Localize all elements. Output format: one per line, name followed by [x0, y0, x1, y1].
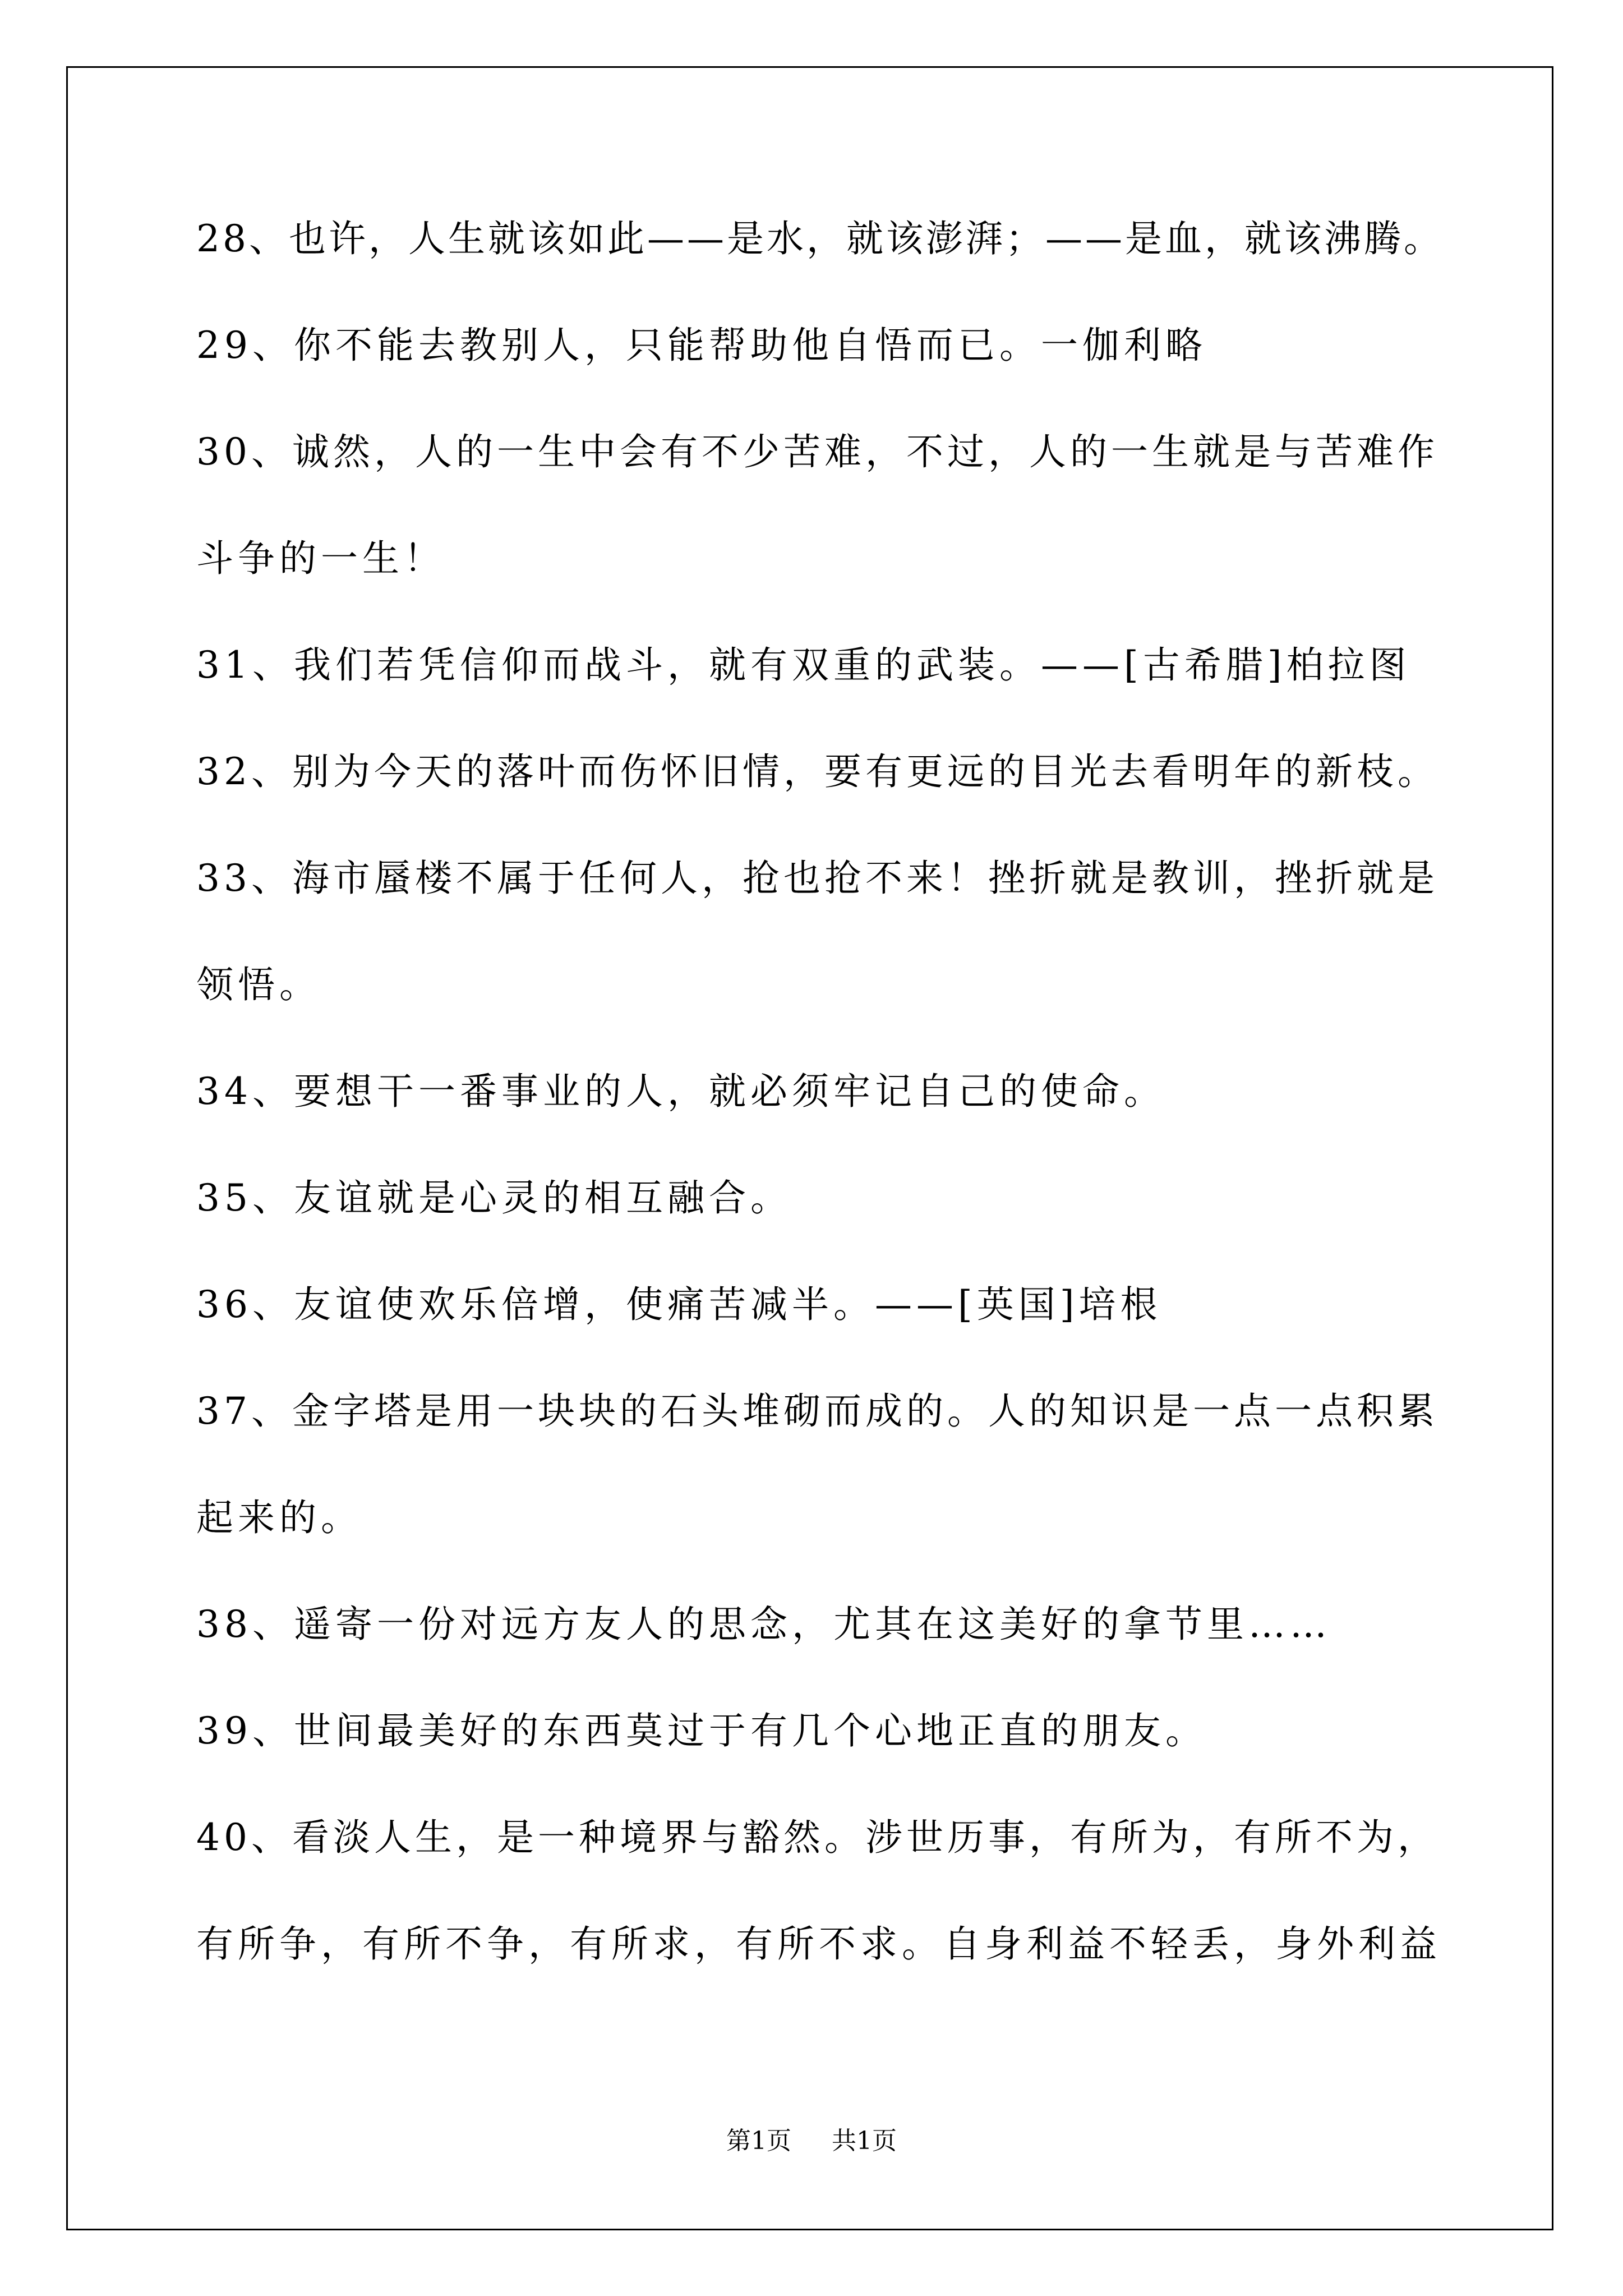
text-line: 34、要想干一番事业的人，就必须牢记自己的使命。	[196, 1070, 1165, 1113]
text-line: 领悟。	[196, 963, 321, 1006]
text-line: 斗争的一生！	[196, 537, 445, 580]
text-line: 35、友谊就是心灵的相互融合。	[196, 1176, 792, 1220]
text-line: 37、金字塔是用一块块的石头堆砌而成的。人的知识是一点一点积累	[196, 1389, 1438, 1433]
text-line: 40、看淡人生，是一种境界与豁然。涉世历事，有所为，有所不为，	[196, 1816, 1438, 1859]
text-line: 起来的。	[196, 1496, 362, 1539]
text-line: 有所争，有所不争，有所求，有所不求。自身利益不轻丢，身外利益	[196, 1922, 1441, 1966]
page-footer	[0, 2129, 1623, 2154]
text-line: 28、也许，人生就该如此——是水，就该澎湃；——是血，就该沸腾。	[196, 217, 1444, 260]
text-line: 33、海市蜃楼不属于任何人，抢也抢不来！挫折就是教训，挫折就是	[196, 857, 1438, 900]
text-line: 39、世间最美好的东西莫过于有几个心地正直的朋友。	[196, 1709, 1207, 1752]
text-line: 29、你不能去教别人，只能帮助他自悟而已。一伽利略	[196, 324, 1207, 367]
text-line: 32、别为今天的落叶而伤怀旧情，要有更远的目光去看明年的新枝。	[196, 750, 1438, 793]
page-border	[66, 66, 1553, 2230]
text-line: 36、友谊使欢乐倍增，使痛苦减半。——[英国]培根	[196, 1283, 1162, 1326]
text-line: 31、我们若凭信仰而战斗，就有双重的武装。——[古希腊]柏拉图	[196, 643, 1411, 687]
page-number: 第1页	[726, 2127, 791, 2155]
text-line: 38、遥寄一份对远方友人的思念，尤其在这美好的拿节里……	[196, 1603, 1331, 1646]
page-total: 共1页	[832, 2127, 897, 2155]
text-line: 30、诚然，人的一生中会有不少苦难，不过，人的一生就是与苦难作	[196, 430, 1438, 473]
